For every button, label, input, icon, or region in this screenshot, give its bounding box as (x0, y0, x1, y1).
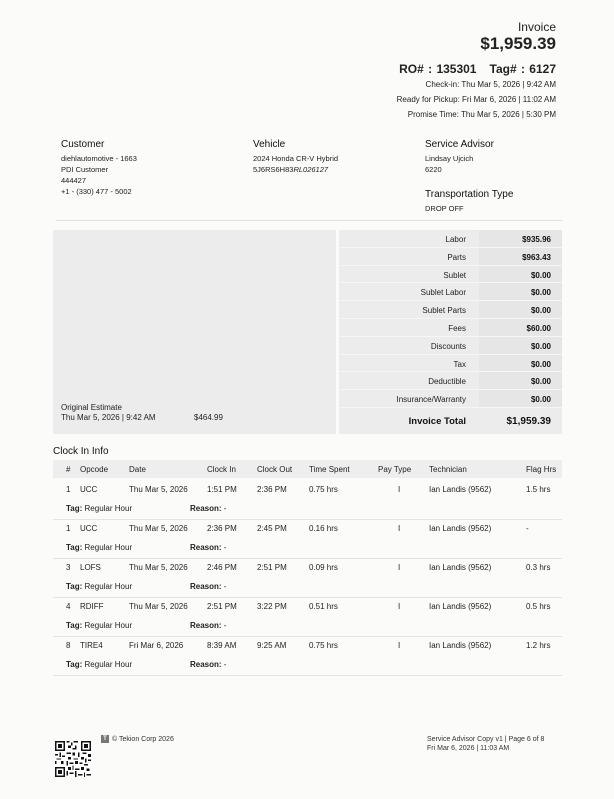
clock-out: 2:45 PM (257, 524, 287, 533)
clock-in: 2:46 PM (207, 563, 237, 572)
reason-info (190, 621, 226, 630)
column-header: Pay Type (378, 465, 412, 474)
tag-label: Tag: (66, 543, 83, 552)
tag-label: Tag: (66, 660, 83, 669)
tag-info (66, 660, 132, 669)
column-header: Time Spent (309, 465, 350, 474)
clock-in: 2:51 PM (207, 602, 237, 611)
tag-value: Regular Hour (84, 543, 133, 552)
vin-suffix: RL026127 (293, 165, 329, 174)
clock-out: 9:25 AM (257, 641, 287, 650)
original-estimate (61, 403, 223, 423)
tekion-logo-icon: T (101, 735, 109, 743)
copy-info: Service Advisor Copy v1 | Page 6 of 8 (427, 736, 545, 743)
reason-label: Reason: (190, 660, 222, 669)
ro-tag-line (397, 62, 556, 76)
time-spent: 0.75 hrs (309, 485, 338, 494)
column-header: Clock In (207, 465, 236, 474)
invoice-total-row (339, 408, 562, 434)
tag-label: Tag: (66, 504, 83, 513)
pay-type: I (398, 641, 401, 650)
tag-info (66, 621, 132, 630)
vehicle-model: 2024 Honda CR-V Hybrid (253, 154, 339, 163)
summary-row (339, 230, 562, 248)
advisor-section (425, 138, 513, 214)
date: Thu Mar 5, 2026 (129, 602, 188, 611)
clock-in-table-header (53, 460, 562, 478)
column-header: Date (129, 465, 146, 474)
technician: Ian Landis (9562) (429, 602, 492, 611)
vehicle-section (253, 138, 338, 175)
tag-value: Regular Hour (84, 621, 133, 630)
invoice-header (397, 20, 556, 122)
date: Thu Mar 5, 2026 (129, 524, 188, 533)
technician: Ian Landis (9562) (429, 641, 492, 650)
summary-value: $0.00 (479, 301, 562, 318)
tag-label: Tag: (66, 621, 83, 630)
qr-code-icon (55, 741, 91, 777)
summary-label: Sublet Parts (422, 306, 466, 316)
time-spent: 0.16 hrs (309, 524, 338, 533)
column-header: Flag Hrs (526, 465, 557, 474)
table-row (53, 559, 562, 598)
summary-value: $0.00 (479, 266, 562, 283)
clock-in: 8:39 AM (207, 641, 237, 650)
summary-label: Deductible (428, 377, 466, 387)
flag-hrs: - (526, 524, 529, 533)
customer-line-2: PDI Customer (61, 165, 109, 174)
footer-page-info (427, 735, 544, 753)
estimate-date: Thu Mar 5, 2026 | 9:42 AM (61, 413, 156, 422)
reason-value: - (223, 504, 227, 513)
clock-in: 1:51 PM (207, 485, 237, 494)
promise-time: Promise Time: Thu Mar 5, 2026 | 5:30 PM (407, 110, 556, 119)
transport-heading: Transportation Type (425, 189, 514, 200)
reason-label: Reason: (190, 543, 222, 552)
ready-time: Ready for Pickup: Fri Mar 6, 2026 | 11:02 AM (396, 95, 556, 104)
customer-line-3: 444427 (61, 176, 87, 185)
row-number: 4 (66, 602, 71, 611)
row-number: 3 (66, 563, 71, 572)
reason-info (190, 543, 226, 552)
summary-label: Tax (453, 359, 466, 369)
summary-row (339, 337, 562, 355)
row-divider (53, 675, 562, 676)
summary-row (339, 283, 562, 301)
tag-info (66, 582, 132, 591)
tag-info (66, 504, 132, 513)
pay-type: I (398, 524, 401, 533)
summary-row (339, 355, 562, 373)
summary-row (339, 372, 562, 390)
clock-out: 2:51 PM (257, 563, 287, 572)
summary-value: $0.00 (479, 355, 562, 372)
summary-row (339, 266, 562, 284)
summary-label: Fees (448, 324, 466, 333)
vehicle-vin (253, 164, 338, 175)
tag-info (66, 543, 132, 552)
flag-hrs: 1.5 hrs (526, 485, 551, 494)
technician: Ian Landis (9562) (429, 563, 492, 572)
summary-row (339, 319, 562, 337)
footer-brand (101, 735, 174, 743)
invoice-summary (339, 230, 562, 434)
checkin-time: Check-in: Thu Mar 5, 2026 | 9:42 AM (425, 80, 556, 89)
clock-out: 3:22 PM (257, 602, 287, 611)
summary-value: $935.96 (479, 230, 562, 247)
reason-value: - (223, 543, 227, 552)
clock-out: 2:36 PM (257, 485, 287, 494)
pay-type: I (398, 602, 401, 611)
table-row (53, 481, 562, 520)
summary-label: Insurance/Warranty (396, 395, 466, 405)
customer-section (61, 138, 137, 197)
technician: Ian Landis (9562) (429, 524, 492, 533)
advisor-id: 6220 (425, 165, 442, 174)
reason-value: - (223, 621, 227, 630)
column-header: # (66, 465, 71, 474)
time-spent: 0.09 hrs (309, 563, 338, 572)
flag-hrs: 0.3 hrs (526, 563, 551, 572)
flag-hrs: 0.5 hrs (526, 602, 551, 611)
reason-info (190, 582, 226, 591)
tag-value: Regular Hour (84, 660, 133, 669)
reason-label: Reason: (190, 582, 222, 591)
column-header: Clock Out (257, 465, 293, 474)
transport-value: DROP OFF (425, 204, 464, 213)
estimate-label: Original Estimate (61, 403, 122, 412)
pay-type: I (398, 485, 401, 494)
summary-label: Sublet (443, 270, 466, 280)
vin-prefix: 5J6RS6H83 (253, 165, 294, 174)
summary-label: Parts (447, 252, 466, 262)
advisor-heading: Service Advisor (425, 139, 494, 150)
reason-value: - (223, 660, 227, 669)
reason-label: Reason: (190, 504, 222, 513)
customer-phone: +1 - (330) 477 - 5002 (61, 187, 132, 196)
row-number: 1 (66, 485, 71, 494)
opcode: UCC (80, 485, 98, 494)
estimate-amount: $464.99 (194, 413, 223, 422)
summary-label: Labor (445, 235, 466, 244)
reason-info (190, 504, 226, 513)
reason-value: - (223, 582, 227, 591)
opcode: TIRE4 (80, 641, 103, 650)
summary-value: $0.00 (479, 390, 562, 407)
summary-value: $0.00 (479, 372, 562, 389)
technician: Ian Landis (9562) (429, 485, 492, 494)
ro-number: 135301 (436, 62, 477, 76)
customer-line-1: diehlautomotive - 1663 (61, 154, 137, 163)
flag-hrs: 1.2 hrs (526, 641, 551, 650)
tag-label: Tag# : (489, 62, 525, 76)
section-divider (56, 220, 562, 221)
summary-row (339, 301, 562, 319)
opcode: LOFS (80, 563, 101, 572)
summary-label: Discounts (430, 341, 466, 351)
printed-time: Fri Mar 6, 2026 | 11:03 AM (427, 745, 510, 752)
invoice-total-value: $1,959.39 (506, 416, 551, 427)
table-row (53, 637, 562, 676)
tag-value: Regular Hour (84, 582, 133, 591)
table-row (53, 598, 562, 637)
row-number: 8 (66, 641, 71, 650)
tag-number: 6127 (529, 62, 556, 76)
tag-value: Regular Hour (84, 504, 133, 513)
customer-heading: Customer (61, 139, 105, 150)
summary-row (339, 248, 562, 266)
column-header: Technician (429, 465, 467, 474)
column-header: Opcode (80, 465, 109, 474)
row-number: 1 (66, 524, 71, 533)
reason-label: Reason: (190, 621, 222, 630)
opcode: RDIFF (80, 602, 104, 611)
summary-value: $0.00 (479, 337, 562, 354)
time-spent: 0.75 hrs (309, 641, 338, 650)
summary-value: $60.00 (479, 319, 562, 336)
summary-value: $963.43 (479, 248, 562, 265)
table-row (53, 520, 562, 559)
ro-label: RO# : (399, 62, 433, 76)
tag-label: Tag: (66, 582, 83, 591)
copyright-text: © Tekion Corp 2026 (112, 735, 174, 743)
document-title: Invoice (517, 20, 556, 34)
date: Thu Mar 5, 2026 (129, 485, 188, 494)
invoice-total-label: Invoice Total (408, 416, 466, 427)
clock-in: 2:36 PM (207, 524, 237, 533)
pay-type: I (398, 563, 401, 572)
date: Thu Mar 5, 2026 (129, 563, 188, 572)
date: Fri Mar 6, 2026 (129, 641, 184, 650)
clock-in-title: Clock In Info (53, 446, 109, 457)
reason-info (190, 660, 226, 669)
opcode: UCC (80, 524, 98, 533)
advisor-name: Lindsay Ujcich (425, 154, 474, 163)
time-spent: 0.51 hrs (309, 602, 338, 611)
summary-label: Sublet Labor (420, 288, 466, 298)
invoice-amount: $1,959.39 (480, 34, 556, 53)
summary-value: $0.00 (479, 283, 562, 300)
vehicle-heading: Vehicle (253, 139, 286, 150)
summary-row (339, 390, 562, 408)
